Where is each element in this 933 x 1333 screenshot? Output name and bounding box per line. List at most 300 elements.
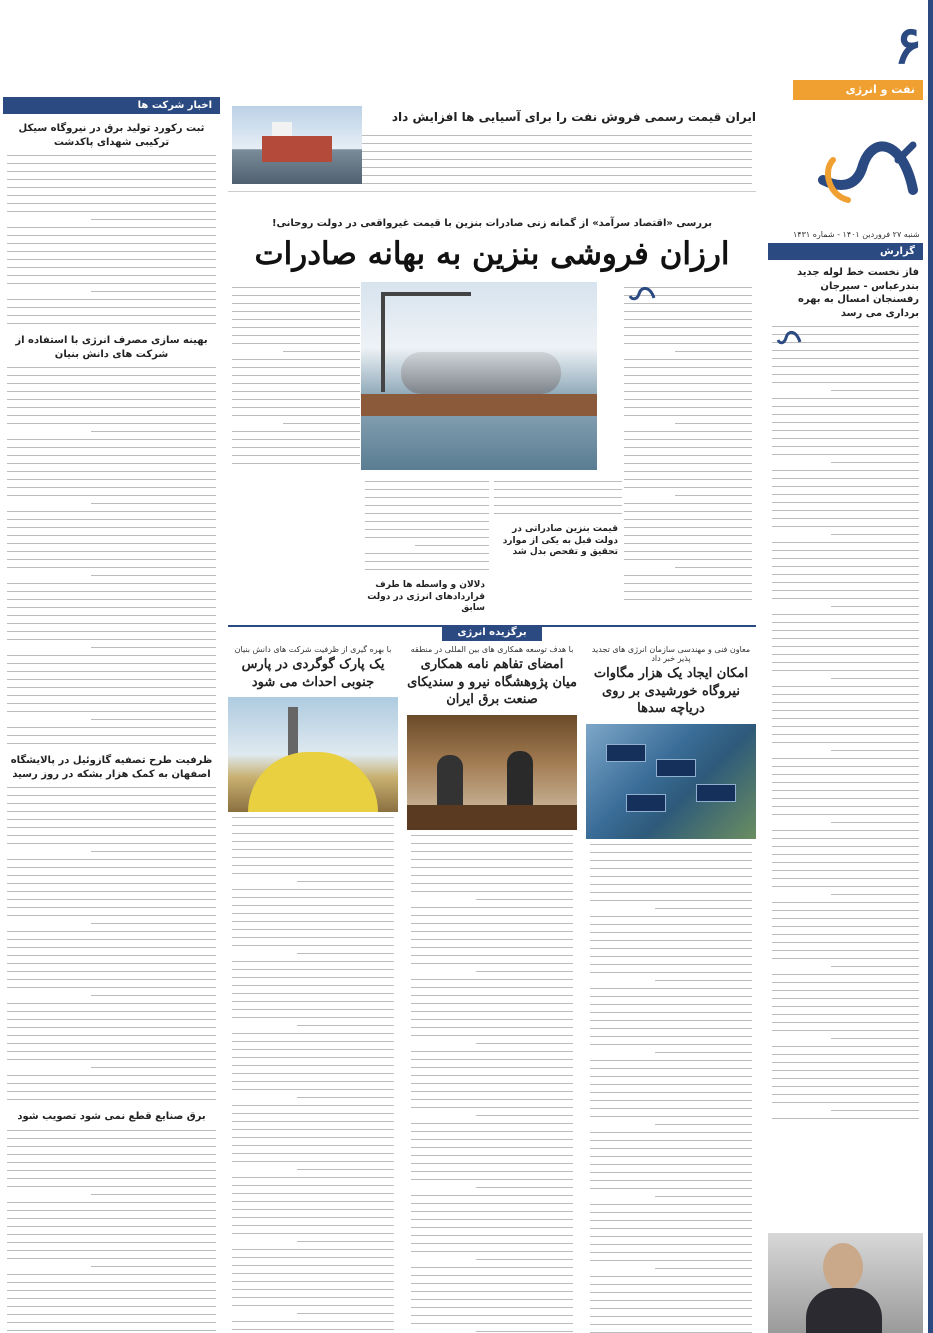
text-line	[494, 495, 622, 500]
text-line	[232, 341, 360, 346]
text-line	[831, 1036, 919, 1041]
text-line	[655, 1266, 752, 1271]
main-story	[228, 282, 756, 614]
text-line	[411, 873, 573, 878]
text-line	[590, 882, 752, 887]
text-line	[624, 557, 752, 562]
text-line	[7, 249, 216, 254]
text-line	[7, 669, 216, 674]
text-line	[362, 133, 752, 138]
text-line	[7, 185, 216, 190]
date-line: شنبه ۲۷ فروردین ۱۴۰۱ - شماره ۱۴۳۱	[793, 230, 920, 239]
text-line	[232, 445, 360, 450]
text-line	[232, 1143, 394, 1148]
text-line	[411, 865, 573, 870]
text-line	[362, 165, 752, 170]
text-line	[232, 815, 394, 820]
text-line	[7, 969, 216, 974]
text-line	[590, 898, 752, 903]
text-line	[772, 412, 919, 417]
text-line	[590, 1202, 752, 1207]
text-line	[232, 927, 394, 932]
text-line	[232, 1047, 394, 1052]
text-line	[297, 1167, 394, 1172]
left-story-body-3	[7, 785, 216, 1102]
text-line	[411, 1193, 573, 1198]
text-line	[7, 1320, 216, 1325]
text-line	[772, 668, 919, 673]
text-line	[590, 850, 752, 855]
text-line	[7, 225, 216, 230]
text-line	[655, 1194, 752, 1199]
text-line	[590, 962, 752, 967]
text-line	[772, 740, 919, 745]
text-line	[7, 1224, 216, 1229]
text-line	[590, 1082, 752, 1087]
text-line	[297, 1239, 394, 1244]
text-line	[232, 895, 394, 900]
text-line	[7, 685, 216, 690]
text-line	[232, 1007, 394, 1012]
text-line	[831, 676, 919, 681]
text-line	[7, 241, 216, 246]
text-line	[232, 1135, 394, 1140]
text-line	[772, 452, 919, 457]
brand-logo	[803, 120, 923, 220]
text-line	[590, 1098, 752, 1103]
text-line	[772, 836, 919, 841]
text-line	[7, 709, 216, 714]
text-line	[772, 636, 919, 641]
text-line	[411, 1121, 573, 1126]
text-line	[772, 684, 919, 689]
featured-item-solar	[586, 645, 756, 1333]
text-line	[494, 487, 622, 492]
text-line	[232, 1327, 394, 1332]
text-line	[772, 484, 919, 489]
text-line	[590, 1250, 752, 1255]
text-line	[7, 1240, 216, 1245]
text-line	[7, 581, 216, 586]
text-line	[494, 503, 622, 508]
text-line	[590, 1234, 752, 1239]
text-line	[7, 209, 216, 214]
main-kicker: بررسی «اقتصاد سرآمد» از گمانه زنی صادرات بنزین با قیمت غیرواقعی در دولت روحانی!	[271, 218, 713, 229]
text-line	[831, 964, 919, 969]
text-line	[7, 549, 216, 554]
text-line	[7, 397, 216, 402]
text-line	[772, 908, 919, 913]
text-line	[590, 970, 752, 975]
right-column	[768, 243, 923, 1333]
text-line	[624, 325, 752, 330]
text-line	[91, 1065, 216, 1070]
text-line	[772, 596, 919, 601]
text-line	[624, 413, 752, 418]
text-line	[411, 1153, 573, 1158]
portrait-head	[823, 1243, 863, 1291]
featured-item-agreement	[407, 645, 577, 1333]
text-line	[411, 1297, 573, 1302]
text-line	[232, 1295, 394, 1300]
text-line	[494, 479, 622, 484]
text-line	[232, 317, 360, 322]
text-line	[411, 1105, 573, 1110]
text-line	[624, 453, 752, 458]
text-line	[283, 421, 360, 426]
text-line	[772, 508, 919, 513]
text-line	[772, 756, 919, 761]
text-line	[232, 959, 394, 964]
text-line	[590, 1074, 752, 1079]
top-story-body	[362, 130, 752, 189]
text-line	[411, 993, 573, 998]
text-line	[7, 1081, 216, 1086]
text-line	[232, 1303, 394, 1308]
text-line	[411, 1273, 573, 1278]
page-number: ۶	[894, 15, 922, 76]
text-line	[232, 919, 394, 924]
text-line	[411, 1089, 573, 1094]
text-line	[772, 364, 919, 369]
text-line	[232, 943, 394, 948]
main-col-left	[232, 282, 360, 469]
text-line	[7, 937, 216, 942]
text-line	[624, 501, 752, 506]
text-line	[655, 1050, 752, 1055]
text-line	[411, 953, 573, 958]
text-line	[232, 413, 360, 418]
text-line	[232, 1111, 394, 1116]
text-line	[624, 429, 752, 434]
text-line	[7, 161, 216, 166]
text-line	[655, 978, 752, 983]
text-line	[7, 1017, 216, 1022]
text-line	[772, 572, 919, 577]
official-portrait	[768, 1233, 923, 1333]
text-line	[411, 1001, 573, 1006]
text-line	[232, 301, 360, 306]
text-line	[772, 420, 919, 425]
text-line	[7, 1288, 216, 1293]
text-line	[772, 588, 919, 593]
main-subhead-1: قیمت بنزین صادراتی در دولت قبل به یکی از موارد تحقیق و تفحص بدل شد	[502, 524, 618, 558]
text-line	[590, 1018, 752, 1023]
text-line	[411, 1161, 573, 1166]
text-line	[772, 708, 919, 713]
text-line	[365, 535, 489, 540]
text-line	[232, 325, 360, 330]
featured-kicker: با بهره گیری از ظرفیت شرکت های دانش بنیان	[234, 645, 392, 654]
text-line	[232, 1183, 394, 1188]
text-line	[772, 1028, 919, 1033]
text-line	[7, 589, 216, 594]
text-line	[772, 1004, 919, 1009]
text-line	[831, 388, 919, 393]
text-line	[590, 922, 752, 927]
text-line	[772, 660, 919, 665]
text-line	[7, 881, 216, 886]
text-line	[362, 181, 752, 186]
text-line	[624, 469, 752, 474]
text-line	[91, 1264, 216, 1269]
text-line	[232, 863, 394, 868]
text-line	[411, 961, 573, 966]
text-line	[411, 1313, 573, 1318]
text-line	[365, 479, 489, 484]
left-story-title-1: ثبت رکورد تولید برق در نیروگاه سیکل ترکیبی شهدای پاکدشت	[18, 123, 205, 148]
sulfur-park-photo	[228, 697, 398, 812]
text-line	[624, 309, 752, 314]
text-line	[772, 804, 919, 809]
text-line	[624, 405, 752, 410]
text-line	[655, 906, 752, 911]
text-line	[232, 903, 394, 908]
main-col-mid-left	[365, 476, 489, 575]
text-line	[590, 1210, 752, 1215]
text-line	[232, 1039, 394, 1044]
text-line	[91, 429, 216, 434]
text-line	[232, 999, 394, 1004]
text-line	[411, 1009, 573, 1014]
text-line	[772, 700, 919, 705]
text-line	[7, 733, 216, 738]
text-line	[7, 793, 216, 798]
text-line	[232, 389, 360, 394]
text-line	[772, 516, 919, 521]
text-line	[772, 900, 919, 905]
text-line	[411, 985, 573, 990]
text-line	[772, 948, 919, 953]
text-line	[411, 1249, 573, 1254]
text-line	[411, 1073, 573, 1078]
text-line	[91, 573, 216, 578]
text-line	[772, 1052, 919, 1057]
text-line	[772, 940, 919, 945]
text-line	[476, 1113, 573, 1118]
text-line	[7, 597, 216, 602]
text-line	[7, 1049, 216, 1054]
text-line	[624, 357, 752, 362]
text-line	[7, 961, 216, 966]
text-line	[772, 996, 919, 1001]
text-line	[232, 1199, 394, 1204]
text-line	[7, 421, 216, 426]
text-line	[232, 855, 394, 860]
text-line	[831, 460, 919, 465]
text-line	[7, 389, 216, 394]
text-line	[232, 397, 360, 402]
text-line	[590, 1042, 752, 1047]
text-line	[91, 501, 216, 506]
text-line	[232, 1279, 394, 1284]
text-line	[772, 436, 919, 441]
text-line	[91, 217, 216, 222]
text-line	[7, 541, 216, 546]
text-line	[411, 1177, 573, 1182]
text-line	[831, 604, 919, 609]
left-story-body-1	[7, 153, 216, 326]
featured-label: برگزیده انرژی	[442, 625, 542, 641]
text-line	[772, 428, 919, 433]
text-line	[91, 645, 216, 650]
text-line	[772, 1100, 919, 1105]
brand-mark-icon	[776, 326, 802, 348]
text-line	[7, 169, 216, 174]
text-line	[7, 945, 216, 950]
text-line	[7, 297, 216, 302]
text-line	[232, 381, 360, 386]
text-line	[624, 549, 752, 554]
text-line	[7, 305, 216, 310]
text-line	[476, 1041, 573, 1046]
text-line	[624, 589, 752, 594]
text-line	[232, 975, 394, 980]
text-line	[772, 956, 919, 961]
main-col-right	[624, 282, 752, 605]
text-line	[590, 994, 752, 999]
text-line	[411, 1281, 573, 1286]
portrait-suit	[806, 1288, 882, 1333]
text-line	[7, 485, 216, 490]
text-line	[232, 1015, 394, 1020]
text-line	[675, 349, 752, 354]
text-line	[772, 1012, 919, 1017]
text-line	[590, 1026, 752, 1031]
solar-panel	[626, 794, 666, 812]
text-line	[772, 396, 919, 401]
text-line	[365, 551, 489, 556]
text-line	[232, 293, 360, 298]
text-line	[590, 1090, 752, 1095]
text-line	[7, 1304, 216, 1309]
text-line	[7, 445, 216, 450]
text-line	[590, 1330, 752, 1333]
text-line	[590, 938, 752, 943]
text-line	[590, 890, 752, 895]
text-line	[232, 1247, 394, 1252]
text-line	[772, 932, 919, 937]
text-line	[7, 1144, 216, 1149]
text-line	[590, 1114, 752, 1119]
top-story	[228, 100, 756, 192]
text-line	[624, 389, 752, 394]
text-line	[590, 930, 752, 935]
dock	[361, 394, 597, 416]
text-line	[7, 405, 216, 410]
text-line	[411, 1321, 573, 1326]
text-line	[772, 724, 919, 729]
text-line	[91, 1192, 216, 1197]
text-line	[232, 1215, 394, 1220]
text-line	[232, 461, 360, 466]
text-line	[91, 921, 216, 926]
text-line	[232, 405, 360, 410]
section-tag: نفت و انرژی	[793, 80, 923, 100]
main-subhead-2: دلالان و واسطه ها طرف قراردادهای انرژی در دولت سابق	[367, 580, 485, 614]
text-line	[7, 905, 216, 910]
text-line	[365, 495, 489, 500]
text-line	[7, 1296, 216, 1301]
text-line	[590, 1242, 752, 1247]
text-line	[590, 1282, 752, 1287]
text-line	[772, 540, 919, 545]
text-line	[772, 876, 919, 881]
featured-bar	[228, 625, 756, 639]
top-story-title: ایران قیمت رسمی فروش نفت را برای آسیایی ها افزایش داد	[391, 110, 756, 124]
text-line	[624, 517, 752, 522]
text-line	[7, 621, 216, 626]
text-line	[365, 511, 489, 516]
text-line	[624, 581, 752, 586]
text-line	[772, 1076, 919, 1081]
text-line	[7, 265, 216, 270]
text-line	[476, 1185, 573, 1190]
text-line	[7, 517, 216, 522]
text-line	[7, 661, 216, 666]
text-line	[772, 764, 919, 769]
text-line	[7, 177, 216, 182]
text-line	[624, 485, 752, 490]
text-line	[411, 1081, 573, 1086]
text-line	[232, 1079, 394, 1084]
text-line	[590, 1290, 752, 1295]
text-line	[624, 525, 752, 530]
text-line	[7, 913, 216, 918]
text-line	[772, 692, 919, 697]
text-line	[772, 1068, 919, 1073]
text-line	[7, 1208, 216, 1213]
text-line	[232, 1063, 394, 1068]
text-line	[411, 1265, 573, 1270]
sulfur-heap	[248, 752, 378, 812]
featured-kicker: معاون فنی و مهندسی سازمان انرژی های تجدید پذیر خبر داد	[591, 645, 751, 663]
text-line	[411, 921, 573, 926]
text-line	[590, 1010, 752, 1015]
text-line	[624, 477, 752, 482]
text-line	[772, 476, 919, 481]
text-line	[411, 1097, 573, 1102]
featured-title: امکان ایجاد یک هزار مگاوات نیروگاه خورشیدی بر روی دریاچه سدها	[593, 666, 749, 717]
text-line	[7, 525, 216, 530]
text-line	[7, 801, 216, 806]
text-line	[7, 1176, 216, 1181]
text-line	[7, 1128, 216, 1133]
text-line	[232, 429, 360, 434]
text-line	[7, 233, 216, 238]
text-line	[411, 841, 573, 846]
text-line	[590, 1130, 752, 1135]
text-line	[7, 977, 216, 982]
text-line	[7, 1041, 216, 1046]
refinery-pipe-photo	[361, 282, 597, 470]
text-line	[7, 725, 216, 730]
text-line	[411, 1057, 573, 1062]
text-line	[590, 1162, 752, 1167]
text-line	[624, 573, 752, 578]
text-line	[7, 825, 216, 830]
brand-logo-icon	[803, 120, 923, 220]
featured-body	[232, 815, 394, 1333]
text-line	[91, 849, 216, 854]
text-line	[590, 1106, 752, 1111]
featured-body	[590, 842, 752, 1333]
text-line	[772, 828, 919, 833]
solar-panel	[606, 744, 646, 762]
text-line	[365, 527, 489, 532]
featured-body	[411, 833, 573, 1333]
text-line	[232, 309, 360, 314]
